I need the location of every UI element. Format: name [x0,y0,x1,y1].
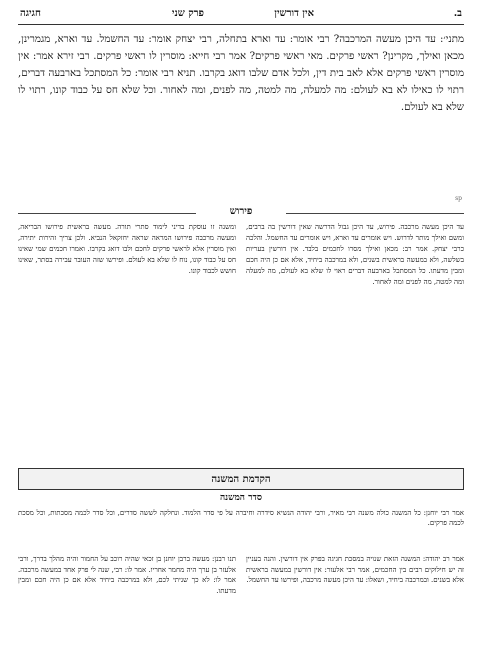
page-header [18,6,464,25]
chapter-label: פרק שני [171,8,204,19]
page-title: אין דורשין [274,8,314,19]
commentary-right-column: עד היכן מעשה מרכבה. פירוש, עד היכן גבול הדרשה שאין דורשין בה ברבים, ומשם ואילך מותר לדרוש. ויש אומרים עד וארא, ויש אומרים עד החשמל. והלכה כרבי יצחק. אמר רב: מכאן ואילך מסרו לחכמים בלבד. אין דורשין בעריות בשלשה, ולא במעשה בראשית בשנים, ולא במרכבה ביחיד, אלא אם כן היה חכם ומבין מדעתו. כל המסתכל בארבעה דברים ראוי לו שלא בא לעולם, מה למעלה ומה למטה, מה לפנים ומה לאחור. [246,223,464,286]
small-mark: sp [455,195,462,202]
bottom-columns [18,554,464,658]
commentary-columns [18,222,464,462]
section-band-title: הקדמת המשנה [211,473,271,485]
bottom-left-column: תנו רבנן: מעשה ברבן יוחנן בן זכאי שהיה רוכב על החמור והיה מהלך בדרך, ורבי אלעזר בן ערך היה מחמר אחריו. אמר לו: רבי, שנה לי פרק אחד במעשה מרכבה. אמר לו: לא כך שניתי לכם, ולא במרכבה ביחיד אלא אם כן היה חכם ומבין מדעתו. [18,555,236,595]
tractate-name: חגיגה [20,8,41,19]
perush-title [18,206,464,220]
section-band [18,468,464,490]
mishna-text: מתני׳: עד היכן מעשה המרכבה? רבי אומר: עד וארא בתחלה, רבי יצחק אומר: עד החשמל. עד וארא, מגמרינן, מכאן ואילך, מקרינן? ראשי פרקים. מאי ראשי פרקים? אמר רבי חייא: מוסרין לו ראשי פרקים. רבי זירא אמר: אין מוסרין ראשי פרקים אלא לאב בית דין, ולכל אדם שלבו דואג בקרבו. תניא רבי אומר: כל המסתכל בארבעה דברים, רתוי לו כאילו לא בא לעולם: מה למעלה, מה למטה, מה לפנים, ומה לאחור. וכל שלא חס על כבוד קונו, רתוי לו שלא בא לעולם. [18,34,464,113]
talmud-page [18,6,464,660]
mishna-block [18,31,464,209]
page-number: ב. [453,8,462,19]
seder-title: סדר המשנה [220,493,262,503]
bottom-right-column: אמר רב יהודה: המשנה הזאת שנויה במסכת חגיגה בפרק אין דורשין. והנה בעניין זה יש חילוקים רבים בין החכמים, אמר רבי אלעזר: אין דורשין במעשה בראשית אלא בשנים. ובמרכבה ביחיד, ושאלו: עד היכן מעשה מרכבה, ופירשו עד החשמל. [246,555,464,584]
commentary-left-column: ומשנה זו עוסקת בדיני לימוד סתרי תורה. מעשה בראשית פירושו הבריאה, ומעשה מרכבה פירושו המראה שראה יחזקאל הנביא. ולכן צריך זהירות יתירה, ואין מוסרין אלא לראשי פרקים לחכם ולבו דואג בקרבו. ואמרו חכמים שמי שאינו חס על כבוד קונו, נוח לו שלא בא לעולם. ופירשו שזה העובר עבירה בסתר, שאינו חושש לכבוד קונו. [18,223,236,275]
seder-intro: אמר רבי יוחנן: כל המשנה כולה משנה רבי מאיר, ורבי יהודה הנשיא סידרה וחיברה על פי סדר הלמוד. ונחלקה לששה סדרים, וכל סדר לכמה מסכתות, וכל מסכת לכמה פרקים. [18,509,464,527]
perush-title-text: פירוש [229,206,253,217]
